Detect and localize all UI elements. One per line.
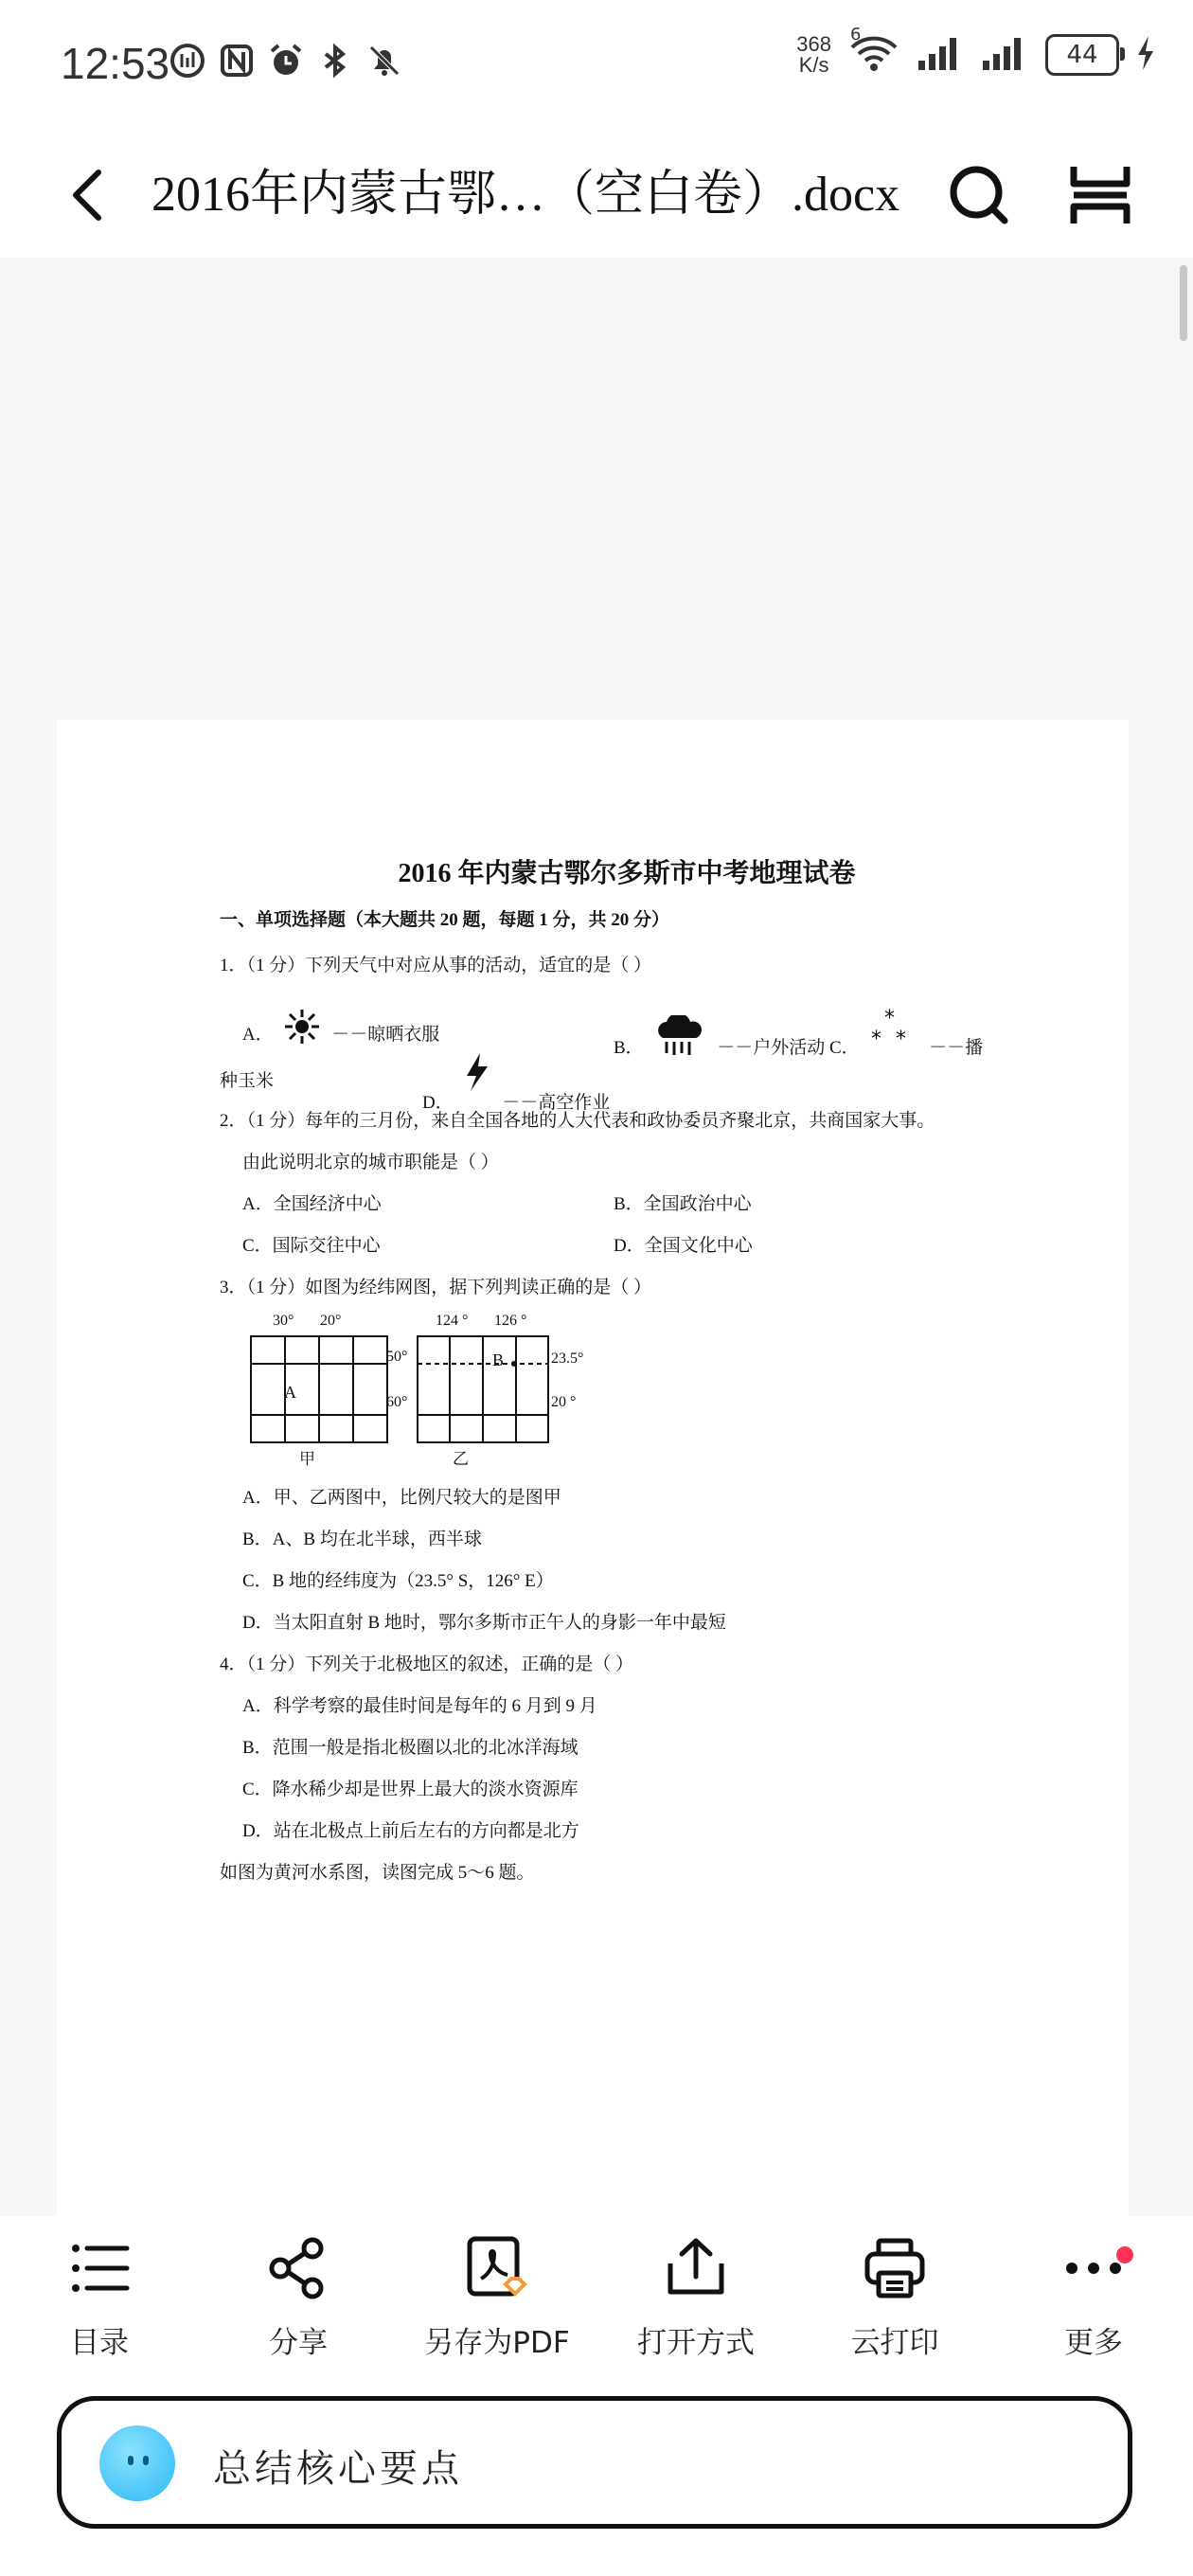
q1-b-prefix: B． xyxy=(614,1038,644,1058)
more-icon xyxy=(1060,2235,1127,2301)
network-speed-value: 368 xyxy=(796,32,831,56)
q4-option-b: B．范围一般是指北极圈以北的北冰洋海域 xyxy=(242,1738,579,1758)
avatar-eye-right xyxy=(143,2456,149,2465)
network-speed xyxy=(796,34,831,76)
toolbar-more-label: 更多 xyxy=(1064,2326,1123,2360)
printer-icon xyxy=(862,2235,928,2301)
svg-text:*: * xyxy=(884,1008,896,1030)
question-3: 3．（1 分）如图为经纬网图，据下列判读正确的是（ ） xyxy=(220,1278,652,1297)
open-with-icon xyxy=(663,2235,729,2301)
q1-option-a xyxy=(242,1008,439,1046)
fig-yi-lon-126: 126 ° xyxy=(494,1313,527,1329)
grid-jia xyxy=(250,1335,388,1443)
toolbar-cloud-print-label: 云打印 xyxy=(850,2326,939,2360)
figure-yi xyxy=(417,1313,625,1468)
status-bar xyxy=(0,0,1193,133)
intro-q5-6: 如图为黄河水系图，读图完成 5～6 题。 xyxy=(220,1863,535,1883)
toolbar-save-pdf-label: 另存为PDF xyxy=(424,2326,570,2360)
network-speed-unit: K/s xyxy=(798,53,829,77)
expand-icon xyxy=(1066,161,1134,229)
figure-jia xyxy=(244,1313,443,1468)
nfc-icon xyxy=(218,42,256,80)
toolbar-save-pdf-button[interactable] xyxy=(412,2235,582,2377)
status-icons-left xyxy=(169,42,403,80)
q1-d-prefix: D． xyxy=(422,1093,454,1113)
fig-jia-lon-20: 20° xyxy=(320,1313,342,1329)
toolbar-share-label: 分享 xyxy=(269,2326,328,2360)
signal-2-icon xyxy=(981,34,1028,76)
document-title: 2016年内蒙古鄂…（空白卷）.docx xyxy=(151,168,900,222)
q2-option-c: C．国际交往中心 xyxy=(242,1236,381,1256)
scrollbar[interactable] xyxy=(1180,265,1187,341)
mute-bell-icon xyxy=(365,42,403,80)
back-button[interactable] xyxy=(57,161,125,229)
share-icon xyxy=(265,2235,331,2301)
back-arrow-icon xyxy=(57,161,125,229)
q2-option-b: B．全国政治中心 xyxy=(614,1194,752,1214)
bluetooth-icon xyxy=(316,42,354,80)
ai-summary-label: 总结核心要点 xyxy=(213,2447,463,2491)
search-icon xyxy=(945,161,1013,229)
fig-jia-caption: 甲 xyxy=(299,1450,315,1468)
q1-a-text: －－晾晒衣服 xyxy=(331,1025,440,1045)
toolbar-share-button[interactable] xyxy=(213,2235,383,2377)
lightning-icon xyxy=(463,1051,491,1093)
fig-yi-lon-124: 124 ° xyxy=(436,1313,469,1329)
q3-option-b: B．A、B 均在北半球，西半球 xyxy=(242,1530,482,1549)
fig-jia-lat-60: 60° xyxy=(386,1394,408,1410)
fig-jia-lat-50: 50° xyxy=(386,1349,408,1365)
alarm-icon xyxy=(267,42,305,80)
snow-icon xyxy=(869,1008,918,1055)
toolbar-open-with-button[interactable] xyxy=(611,2235,781,2377)
question-2-line2: 由此说明北京的城市职能是（ ） xyxy=(242,1153,499,1172)
search-button[interactable] xyxy=(945,161,1013,229)
fig-yi-lat-20: 20 ° xyxy=(551,1394,577,1410)
charging-icon xyxy=(1136,34,1155,76)
q1-option-b xyxy=(614,1008,983,1059)
ai-summary-button[interactable] xyxy=(57,2396,1132,2529)
toolbar-toc-button[interactable] xyxy=(14,2235,185,2377)
notification-dot xyxy=(1116,2246,1133,2263)
toolbar-open-with-label: 打开方式 xyxy=(637,2326,755,2360)
exam-title: 2016 年内蒙古鄂尔多斯市中考地理试卷 xyxy=(398,859,856,888)
section-heading: 一、单项选择题（本大题共 20 题，每题 1 分，共 20 分） xyxy=(220,910,670,930)
sunny-icon xyxy=(283,1008,321,1046)
grid-yi xyxy=(417,1335,549,1443)
q1-option-d xyxy=(422,1051,610,1114)
battery-indicator xyxy=(1045,34,1119,76)
svg-text:*: * xyxy=(871,1028,882,1051)
wifi-icon xyxy=(848,25,899,76)
svg-text:*: * xyxy=(896,1028,907,1051)
q4-option-c: C．降水稀少却是世界上最大的淡水资源库 xyxy=(242,1780,579,1799)
q1-b-text: －－户外活动 xyxy=(717,1038,826,1058)
question-2: 2．（1 分）每年的三月份，来自全国各地的人大代表和政协委员齐聚北京，共商国家大事。 xyxy=(220,1111,935,1131)
question-4: 4．（1 分）下列关于北极地区的叙述，正确的是（ ） xyxy=(220,1655,634,1674)
toolbar-toc-label: 目录 xyxy=(70,2326,129,2360)
data-usage-icon xyxy=(169,42,206,80)
q2-option-d: D．全国文化中心 xyxy=(614,1236,753,1256)
point-a-label: A xyxy=(284,1383,296,1402)
toolbar-cloud-print-button[interactable] xyxy=(810,2235,980,2377)
document-viewport[interactable] xyxy=(0,258,1193,2216)
fig-yi-caption: 乙 xyxy=(453,1450,469,1468)
ai-assistant-avatar xyxy=(99,2425,175,2501)
clock: 12:53 xyxy=(61,39,170,88)
bottom-toolbar xyxy=(0,2216,1193,2382)
q1-a-prefix: A． xyxy=(242,1025,274,1045)
avatar-eye-left xyxy=(128,2456,134,2465)
q1-option-c-continued: 种玉米 xyxy=(220,1071,275,1091)
battery-level: 44 xyxy=(1066,41,1098,69)
document-page xyxy=(57,720,1129,2216)
pdf-icon xyxy=(464,2235,530,2301)
toolbar-more-button[interactable] xyxy=(1008,2235,1179,2377)
q1-c-prefix: C． xyxy=(828,1038,860,1058)
app-bar xyxy=(0,133,1193,258)
q4-option-d: D．站在北极点上前后左右的方向都是北方 xyxy=(242,1821,579,1841)
q3-option-d: D．当太阳直射 B 地时，鄂尔多斯市正午人的身影一年中最短 xyxy=(242,1613,726,1633)
rain-cloud-icon xyxy=(653,1015,706,1057)
question-1: 1．（1 分）下列天气中对应从事的活动，适宜的是（ ） xyxy=(220,956,652,975)
list-icon xyxy=(66,2235,133,2301)
q1-d-text: －－高空作业 xyxy=(502,1093,611,1113)
fullscreen-button[interactable] xyxy=(1066,161,1134,229)
wifi-generation: 6 xyxy=(850,25,862,45)
q3-option-c: C．B 地的经纬度为（23.5° S，126° E） xyxy=(242,1571,554,1591)
q3-option-a: A．甲、乙两图中，比例尺较大的是图甲 xyxy=(242,1488,561,1508)
q4-option-a: A．科学考察的最佳时间是每年的 6 月到 9 月 xyxy=(242,1696,597,1716)
fig-jia-lon-30: 30° xyxy=(273,1313,294,1329)
q1-c-text: －－播 xyxy=(929,1038,984,1058)
signal-icon xyxy=(917,34,964,76)
point-b-label: B xyxy=(492,1351,505,1369)
fig-yi-lat-23-5: 23.5° xyxy=(551,1351,584,1367)
q2-option-a: A．全国经济中心 xyxy=(242,1194,382,1214)
status-icons-right xyxy=(796,25,1155,77)
